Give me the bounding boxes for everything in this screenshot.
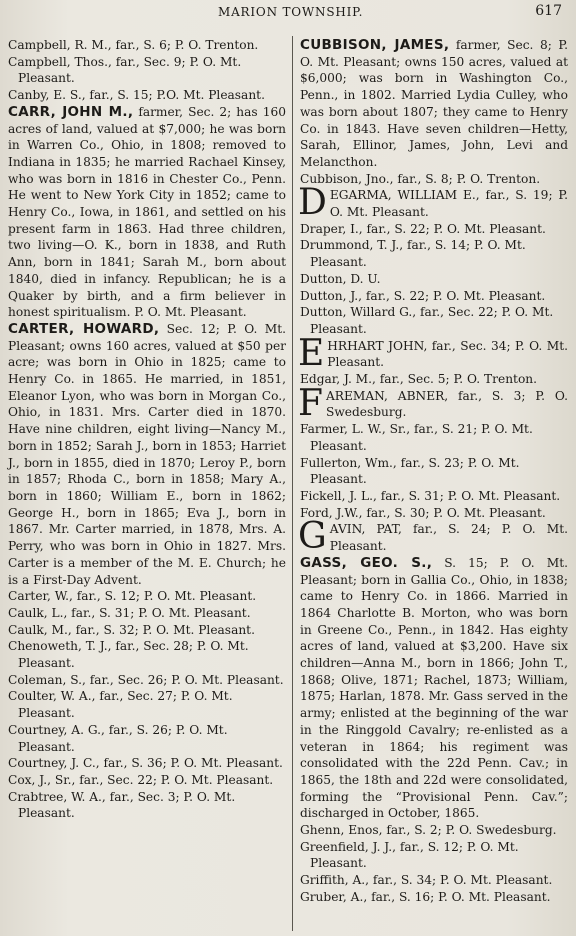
- directory-entry: Coulter, W. A., far., Sec. 27; P. O. Mt. Pleasant.: [8, 689, 233, 721]
- biography-text: S. 15; P. O. Mt. Pleasant; born in Gallia Co., Ohio, in 1838; came to Henry Co. in 1866. Married in 1864 Charlotte B. Morton, who was born in Greene Co., Penn., in 1842. Has eighty acres of land, valued at $3,200. Have six children—Anna M., born in 1866; John T., 1868; Olive, 1871; Rachel, 1873; William, 1875; Harlan, 1878. Mr. Gass served in the army; enlisted at the beginning of the war in the Ringgold Cavalry; re-enlisted as a veteran in 1864; his regiment was consolidated with the 22d Penn. Cav.; in 1865, the 18th and 22d were consolidated, forming the “Provisional Penn. Cav.”; discharged in October, 1865.: [300, 555, 568, 821]
- biography-name: CARR, JOHN M.,: [8, 103, 134, 120]
- letter-section-entry: [298, 382, 568, 424]
- letter-section-entry: [298, 182, 568, 224]
- directory-entry: Crabtree, W. A., far., Sec. 3; P. O. Mt. Pleasant.: [8, 789, 236, 821]
- biography-name: CARTER, HOWARD,: [8, 320, 160, 337]
- section-initial: G: [298, 516, 327, 558]
- directory-entry: Ghenn, Enos, far., S. 2; P. O. Swedesburg.: [300, 823, 557, 838]
- directory-entry: Canby, E. S., far., S. 15; P.O. Mt. Pleasant.: [8, 88, 265, 103]
- section-initial: E: [298, 332, 325, 374]
- running-title: MARION TOWNSHIP.: [218, 5, 364, 19]
- directory-entry: Dutton, D. U.: [300, 271, 381, 286]
- directory-entry: Griffith, A., far., S. 34; P. O. Mt. Pleasant.: [300, 873, 553, 888]
- directory-entry: Greenfield, J. J., far., S. 12; P. O. Mt. Pleasant.: [300, 839, 519, 871]
- page-header: [0, 3, 576, 21]
- directory-entry: Gruber, A., far., S. 16; P. O. Mt. Pleasant.: [300, 889, 551, 904]
- directory-entry: Fullerton, Wm., far., S. 23; P. O. Mt. Pleasant.: [300, 455, 520, 487]
- directory-entry-text: HRHART JOHN, far., Sec. 34; P. O. Mt. Pleasant.: [327, 338, 568, 370]
- left-column: [8, 37, 286, 822]
- biography-text: farmer, Sec. 8; P. O. Mt. Pleasant; owns 150 acres, valued at $6,000; was born in Washington Co., Penn., in 1802. Married Lydia Culley, who was born about 1807; they came to Henry Co. in 1843. Have seven children—Hetty, Sarah, Ellinor, James, John, Levi and Melancthon.: [300, 38, 569, 169]
- directory-entry: Campbell, Thos., far., Sec. 9; P. O. Mt. Pleasant.: [8, 54, 242, 86]
- directory-entry: Courtney, A. G., far., S. 26; P. O. Mt. Pleasant.: [8, 722, 228, 754]
- directory-entry: Draper, I., far., S. 22; P. O. Mt. Pleasant.: [300, 221, 546, 236]
- section-initial: F: [298, 382, 323, 424]
- page-number: 617: [535, 3, 562, 19]
- directory-entry: Courtney, J. C., far., S. 36; P. O. Mt. Pleasant.: [8, 756, 283, 771]
- biography-entry: [300, 37, 568, 171]
- directory-entry: Caulk, M., far., S. 32; P. O. Mt. Pleasant.: [8, 622, 255, 637]
- directory-entry: Farmer, L. W., Sr., far., S. 21; P. O. Mt. Pleasant.: [300, 422, 533, 453]
- directory-entry: Ford, J.W., far., S. 30; P. O. Mt. Pleasant.: [300, 505, 546, 520]
- biography-entry: [300, 555, 568, 822]
- biography-entry: [8, 104, 286, 321]
- directory-entry: Dutton, J., far., S. 22; P. O. Mt. Pleasant.: [300, 288, 546, 303]
- biography-text: farmer, Sec. 2; has 160 acres of land, valued at $7,000; he was born in Warren Co., Ohio, in 1808; removed to Indiana in 1835; he married Rachael Kinsey, who was born in 1816 in Chester Co., Penn. He went to New York City in 1852; came to Henry Co., Iowa, in 1861, and settled on his present farm in 1863. Had three children, two living—O. K., born in 1838, and Ruth Ann, born in 1841; Sarah M., born about 1840, died in infancy. Republican; he is a Quaker by birth, and a firm believer in honest spiritualism. P. O. Mt. Pleasant.: [8, 104, 286, 320]
- directory-entry: Dutton, Willard G., far., Sec. 22; P. O. Mt. Pleasant.: [300, 305, 554, 336]
- biography-name: CUBBISON, JAMES,: [300, 37, 450, 53]
- column-divider: [292, 36, 293, 931]
- directory-entry: Chenoweth, T. J., far., Sec. 28; P. O. Mt. Pleasant.: [8, 639, 249, 671]
- section-initial: D: [298, 182, 327, 224]
- directory-entry: Fickell, J. L., far., S. 31; P. O. Mt. Pleasant.: [300, 488, 561, 503]
- directory-entry: Edgar, J. M., far., Sec. 5; P. O. Trenton.: [300, 372, 538, 387]
- directory-entry: Caulk, L., far., S. 31; P. O. Mt. Pleasant.: [8, 605, 251, 620]
- letter-section-entry: [298, 516, 568, 558]
- directory-entry-text: AREMAN, ABNER, far., S. 3; P. O. Swedesburg.: [325, 388, 568, 420]
- directory-entry: Coleman, S., far., Sec. 26; P. O. Mt. Pleasant.: [8, 672, 284, 687]
- directory-entry: Drummond, T. J., far., S. 14; P. O. Mt. Pleasant.: [300, 238, 526, 270]
- biography-text: Sec. 12; P. O. Mt. Pleasant; owns 160 acres, valued at $50 per acre; was born in Ohio in 1825; came to Henry Co. in 1865. He married, in 1851, Eleanor Lyon, who was born in Morgan Co., Ohio, in 1831. Mrs. Carter died in 1870. Have nine children, eight living—Nancy M., born in 1852; Sarah J., born in 1853; Harriet J., born in 1855, died in 1870; Leroy P., born in 1857; Rhoda C., born in 1858; Mary A., born in 1860; William E., born in 1862; George H., born in 1865; Eva J., born in 1867. Mr. Carter married, in 1878, Mrs. A. Perry, who was born in Ohio in 1827. Mrs. Carter is a member of the M. E. Church; he is a First-Day Advent.: [8, 321, 286, 587]
- biography-name: GASS, GEO. S.,: [300, 554, 433, 571]
- directory-entry-text: EGARMA, WILLIAM E., far., S. 19; P. O. Mt. Pleasant.: [329, 188, 568, 220]
- directory-entry-text: AVIN, PAT, far., S. 24; P. O. Mt. Pleasant.: [329, 522, 568, 554]
- directory-entry: Cox, J., Sr., far., Sec. 22; P. O. Mt. Pleasant.: [8, 772, 274, 787]
- directory-entry: Carter, W., far., S. 12; P. O. Mt. Pleasant.: [8, 589, 257, 604]
- letter-section-entry: [298, 332, 568, 374]
- right-column: [300, 37, 568, 906]
- biography-entry: [8, 321, 286, 588]
- directory-entry: Cubbison, Jno., far., S. 8; P. O. Trenton.: [300, 171, 541, 186]
- directory-entry: Campbell, R. M., far., S. 6; P. O. Trenton.: [8, 38, 259, 52]
